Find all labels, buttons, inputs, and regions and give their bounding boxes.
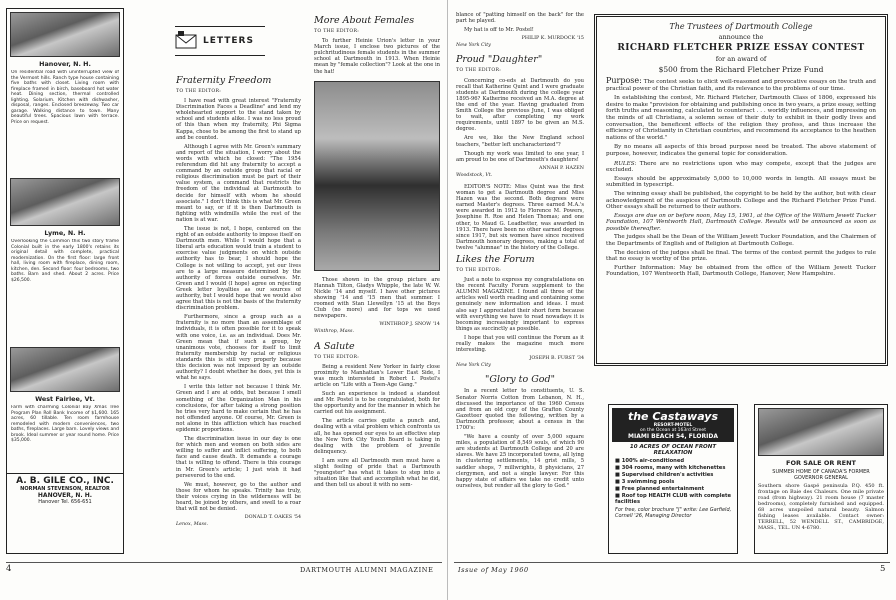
letter-heading: A Salute <box>314 340 355 352</box>
paragraph: To further Heinie Urion's letter in your March issue, I enclose two pictures of the pulchritudinous female students in the summer school at Dartmouth in 1913. When Heinie mean by "female collection"? Look at the one in the hat! <box>314 38 440 75</box>
house-photo <box>10 178 120 226</box>
page-number: 4 <box>6 564 12 574</box>
paragraph: Though my work was limited to one year, I am proud to be one of Dartmouth's daughters! <box>456 150 584 163</box>
castaways-features <box>612 458 734 505</box>
page-number: 5 <box>880 564 886 574</box>
footer-rule <box>6 562 442 563</box>
listing-body: Farm with charming Colonial Bay Xmas Tree Program Plan Roll Bank Income of $1,600. 165 acres, 60 tillable. Ten room farmhouse remodeled with modern conveniences, two baths, fireplaces. Large barn. Lovely views and brook. Ideal summer or year round home. Price $35,000. <box>11 405 119 443</box>
listing-title: Hanover, N. H. <box>39 60 91 68</box>
house-photo <box>758 408 884 456</box>
paragraph: blance of "patting himself on the back" for the part he played. <box>456 12 584 25</box>
contest-trustees: The Trustees of Dartmouth College <box>669 22 813 31</box>
list-item: ■ 304 rooms, many with kitchenettes <box>615 465 726 471</box>
listing-title: West Fairlee, Vt. <box>35 395 95 403</box>
location: New York City <box>456 363 491 369</box>
list-item: ■ Supervised children's activities <box>615 472 714 478</box>
purpose-label: Purpose: <box>606 76 642 85</box>
paragraph: In establishing the contest, Mr. Richard Fletcher, Dartmouth Class of 1806, expressed his desire to make "provision for obtaining and publishing once in two years, a prize essay, setting forth truths and reasoning, calculated to counteract . . . worldly influences, and impressing on the minds of all Christians, a solemn sense of their duty to exhibit in their godly lives and conversation, the beneficent effects of the religion they profess, and thus increase the efficiency of Christianity in Christian countries, and recommend its acceptance to the heathen nations of the world." <box>606 95 876 141</box>
broker-name: A. B. GILE CO., INC. <box>16 476 114 486</box>
salutation: TO THE EDITOR: <box>176 89 222 94</box>
salutation: TO THE EDITOR: <box>456 268 502 273</box>
salutation: TO THE EDITOR: <box>314 354 360 360</box>
listing-title: Lyme, N. H. <box>44 229 86 237</box>
signature: WINTHROP J. SNOW '14 <box>379 322 440 328</box>
castaways-acres: 10 ACRES OF OCEAN FRONT RELAXATION <box>629 444 717 456</box>
real-estate-ad <box>6 8 124 554</box>
castaways-loc: on the Ocean at 163rd Street <box>640 428 706 433</box>
letter-heading: Likes the Forum <box>456 254 535 265</box>
paragraph: Are we, like the New England school teachers, "better left uncharacterized"? <box>456 135 584 148</box>
castaways-sub: RESORT-MOTEL <box>653 423 693 428</box>
contest-body <box>606 78 876 278</box>
salutation: TO THE EDITOR: <box>456 68 502 74</box>
rules-label: RULES: <box>614 160 637 167</box>
contest-award: $500 from the Richard Fletcher Prize Fund <box>658 65 824 74</box>
letter-heading: Fraternity Freedom <box>176 75 272 86</box>
listing-body: On residential road with uninterrupted view of the Vermont hills. Ranch type house containing five baths with closet. Living room with fireplace framed in birch, baseboard hot water heat. Dining section, thermal controlled lighting. Solarium. Kitchen with dishwasher, disposal, ranges. Enclosed breezeway. Two car garage. Walking distance to town. Many beautiful trees. Spacious lawn with terrace. Price on request. <box>11 70 119 125</box>
rule-text: There are no restrictions upon who may compete, except that the judges are excluded. <box>606 160 877 174</box>
rule-text: Essays should be approximately 5,000 to 10,000 words in length. All essays must be submitted in typescript. <box>606 175 876 189</box>
paragraph: My hat is off to Mr. Postel! <box>464 27 534 34</box>
paragraph: I hope that you will continue the Forum as it really makes the magazine much more interesting. <box>456 334 584 354</box>
letters-column-1 <box>456 12 584 558</box>
paragraph: I am sure all Dartmouth men must have a slight feeling of pride that a Dartmouth "youngster" has what it takes to step into a situation like that and accomplish what he did, and then tell us about it with no sem- <box>314 457 440 489</box>
sale-body: Southern shore Gaspé peninsula P.Q. 450 ft. frontage on Baie des Chaleurs. One mile private road (from highway). 21 room house (7 master bedrooms), completely furnished and equipped. 68 acres unspoiled natural beauty. Salmon fishing leases available. Contact owner: TERRELL, 52 WENDELL ST., CAMBRIDGE, MASS., TEL. UN 4-6780. <box>758 483 884 531</box>
for-sale-ad <box>754 404 888 554</box>
paragraph: We must, however, go to the author and those for whom he speaks. Trinity has truly, their voices crying in the wilderness will be heard, be joined by others, and swell to a roar that will not be denied. <box>176 481 301 513</box>
footer-rule <box>454 562 890 563</box>
letter-heading: Proud "Daughter" <box>456 54 543 66</box>
list-item: ■ 100% air-conditioned <box>615 458 685 464</box>
house-photo <box>10 347 120 392</box>
contest-for: for an award of <box>715 55 767 63</box>
castaways-ad <box>608 404 738 554</box>
rule-text: The judges shall be the Dean of the William Jewett Tucker Foundation, and the Chairmen of the Departments of English and of Religion at Dartmouth College. <box>606 234 876 248</box>
caption-text: Those shown in the group picture are Hannah Tilton, Gladys Whipple, the late W. W. Nickle '14 and myself. I have other pictures showing '14 and '15 men that summer. I roomed with Stan Llewellyn '15 at the Boys Club (no more) and for tops we used newspapers. <box>314 276 440 320</box>
letter-heading: More About Females <box>314 15 415 26</box>
signature: JOSEPH B. FURST '34 <box>529 356 584 362</box>
broker-block <box>7 473 123 507</box>
signature: PHILIP K. MURDOCK '15 <box>521 36 584 42</box>
sale-title: FOR SALE OR RENT <box>786 459 856 467</box>
issue-date: Issue of May 1960 <box>458 566 529 574</box>
signature: DONALD T. OAKES '54 <box>244 515 301 521</box>
paragraph: Furthermore, since a group such as a fraternity is no more than an assemblage of individuals, it is often possible for it to speak with one voice, i.e. as an individual. Does Mr. Green mean that if such a group, by unanimous vote, chooses for itself to limit fraternity membership by racial or religious standards this is still very properly because this decision was not imposed by an outside authority? I doubt whether he does, yet this is what he says. <box>176 314 301 382</box>
paragraph: The issue is not, I hope, centered on the right of an outside authority to impose itself on Dartmouth men. While I would hope that a liberal arts education would train a student to exercise value judgments on which outside authority has to bear, I should hope the College is not willing to accept, yet our lives are to a large measure determined by the authority of forces outside ourselves. Mr. Green and I would (I hope) agree on rejecting Greek letter loyalties as our sources of authority, but I would hope that we would also agree that this is not the basis of the fraternity discrimination problem. <box>176 225 301 312</box>
letter-heading: "Glory to God" <box>485 374 555 386</box>
letters-column-3 <box>314 12 440 558</box>
paragraph: Although I agree with Mr. Green's summary and report of the situation, I worry about the words with which he closed: "The 1954 referendum did hit any fraternity to accept a command by an outside group that racial or religious discrimination must be part of their value system, a command that restricts the freedom of the individual at Dartmouth to decide for himself with whom he should associate." I don't think this is what Mr. Green meant to say, or if it is then Dartmouth is fighting with windmills while the rest of the nation is at war. <box>176 143 301 223</box>
castaways-header <box>612 408 734 442</box>
paragraph: Such an experience is indeed a standout and Mr. Postel is to be congratulated, both for the opportunity and for the manner in which he carried out his assignment. <box>314 390 440 416</box>
paragraph: The article carries quite a punch and, dealing with a vital problem which confronts us all, he has opened our eyes to an effective step the New York City Youth Board is taking in dealing with the problem of juvenile delinquency. <box>314 418 440 455</box>
paragraph: Being a resident New Yorker in fairly close proximity to Manhattan's Lower East Side, I was much interested in Robert I. Postel's article on "Life with a Teen-Age Gang." <box>314 363 440 388</box>
sale-sub: SUMMER HOME OF CANADA'S FORMER GOVERNOR GENERAL <box>772 469 870 481</box>
house-photo <box>10 12 120 57</box>
broker-town: HANOVER, N. H. <box>37 492 93 499</box>
broker-phone: Hanover Tel. 656-651 <box>38 499 92 505</box>
list-item: ■ 3 swimming pools <box>615 479 675 485</box>
listing-body: Overlooking the Common this two story frame Colonial built in the early 1800's retains its original detail with complete, practical modernization. On the first floor: large front hall, living room with fireplace, dining room, kitchen, den. Second floor: four bedrooms, two baths. Barn and shed. About 2 acres. Price $26,500. <box>11 239 119 283</box>
mail-icon <box>175 30 197 52</box>
contest-announce: announce the <box>718 33 764 41</box>
rule-text: The winning essay shall be published, the copyright to be held by the author, but with clear acknowledgment of the auspices of Dartmouth College and the Richard Fletcher Prize Fund. Other essays shall be returned to their authors. <box>606 190 876 211</box>
salutation: TO THE EDITOR: <box>314 29 360 34</box>
paragraph: "We have a county of over 5,000 square miles, a population of 8,549 souls, of which 90 are students at Dartmouth College and 20 are slaves. We have 25 incorporated towns, all lying in clustering settlements, 14 grist mills, 5 saddler shops, 7 millwrights, 8 physicians, 27 clergymen, and not a single lawyer. For this happy state of affairs we take no credit unto ourselves, but render all the glory to God." <box>456 434 584 489</box>
paragraph: The discrimination issue in our day is one for which men and women on both sides are willing to suffer and inflict suffering, to both face and cause death. It demands a courage that is willing to offend. There is this courage in Mr. Green's article; I just wish it had persevered to the end. <box>176 436 301 479</box>
historical-photo <box>314 81 440 271</box>
rule-text: Essays are due on or before noon, May 15, 1961, at the Office of the William Jewett Tucker Foundation, 107 Wentworth Hall, Dartmouth College. Results will be announced as soon as possible thereafter. <box>606 212 876 232</box>
broker-tagline: NORMAN STEVENSON, REALTOR <box>20 486 110 492</box>
paragraph: I write this letter not because I think Mr. Green and I are at odds, but because I smell something of the Organization Man in his conclusions, for after taking a strong position he tries very hard to make certain that he has not offended anyone. Of course, Mr. Green is not alone in this affliction which has reached epidemic proportions. <box>176 384 301 433</box>
editors-note: EDITOR'S NOTE: Miss Quint was the first woman to get a Dartmouth degree and Miss Hazen was the second. Both degrees were earned Master's degrees. Three earned M.A.'s were awarded in 1912 to Florence M. Powers, Josephine R. Roe and Helen Thomas; and one other, to Maud G. Leadbetter, was awarded in 1913. There have been no other earned degrees since 1917, but six women have since received Dartmouth honorary degrees, making a total of twelve "alumnae" in the history of the College. <box>456 183 584 251</box>
purpose-text: The contest seeks to elicit well-reasoned and provocative essays on the truth and practical power of the Christian faith, and its relevance to the problems of our time. <box>606 79 877 92</box>
contest-title: RICHARD FLETCHER PRIZE ESSAY CONTEST <box>617 43 865 53</box>
letters-label: LETTERS <box>203 36 254 46</box>
castaways-brochure: For free, color brochure "J" write: Lee Garfield, Cornell '26, Managing Director <box>615 507 732 519</box>
location: Winthrop, Mass. <box>314 329 355 335</box>
rule-text: The decision of the judges shall be final. The terms of the contest permit the judges to rule that no essay is worthy of the prize. <box>606 249 876 263</box>
letters-header <box>175 26 265 56</box>
essay-contest-ad <box>594 14 888 366</box>
location: New York City <box>456 43 491 49</box>
paragraph: By no means all aspects of this broad purpose need be treated. The above statement of purpose, however, indicates the general topic for consideration. <box>606 144 876 157</box>
list-item: ■ Free planned entertainment <box>615 486 705 492</box>
location: Lenox, Mass. <box>176 522 208 528</box>
location: Woodstock, Vt. <box>456 172 493 178</box>
paragraph: In a recent letter to constituents, U. S. Senator Norris Cotton from Lebanon, N. H., discussed the importance of the 1960 Census and from an old copy of the Grafton County Gazetteer quoted the following, written by a Dartmouth professor, about a census in the 1700's: <box>456 388 584 431</box>
signature: ANNAH P. HAZEN <box>538 165 584 171</box>
castaways-logo: the Castaways <box>627 410 719 423</box>
magazine-title: DARTMOUTH ALUMNI MAGAZINE <box>300 566 434 574</box>
castaways-city: MIAMI BEACH 54, FLORIDA <box>628 433 718 440</box>
right-page <box>448 0 896 600</box>
list-item: ■ Roof top HEALTH CLUB with complete facilities <box>615 493 731 505</box>
fraternity-letter <box>176 72 301 558</box>
further-info: Further Information: May be obtained from the office of the William Jewett Tucker Foundation, 107 Wentworth Hall, Dartmouth College, Hanover, New Hampshire. <box>606 264 876 278</box>
paragraph: Just a note to express my congratulations on the recent Faculty Forum supplement to the ALUMNI MAGAZINE. I found all three of the articles well worth reading and containing some genuinely new information and ideas. I must also say I appreciated their short form because with everything we have to read nowadays it is becoming increasingly important to express things as succinctly as possible. <box>456 277 584 332</box>
paragraph: I have read with great interest "Fraternity Discrimination Faces a Deadline" and lend my wholehearted support to the stand taken by school and students alike. I was no less proud of this than when my fraternity, Phi Sigma Kappa, chose to be among the first to stand up and be counted. <box>176 98 301 141</box>
paragraph: Concerning co-eds at Dartmouth do you recall that Katherine Quint and I were graduate students at Dartmouth during the college year 1895-96? Katherine received an M.A. degree at the end of the year. Having graduated from Smith College the previous June, I was obliged to wait, after completing my work requirements, until 1897 to be given an M.S. degree. <box>456 77 584 133</box>
